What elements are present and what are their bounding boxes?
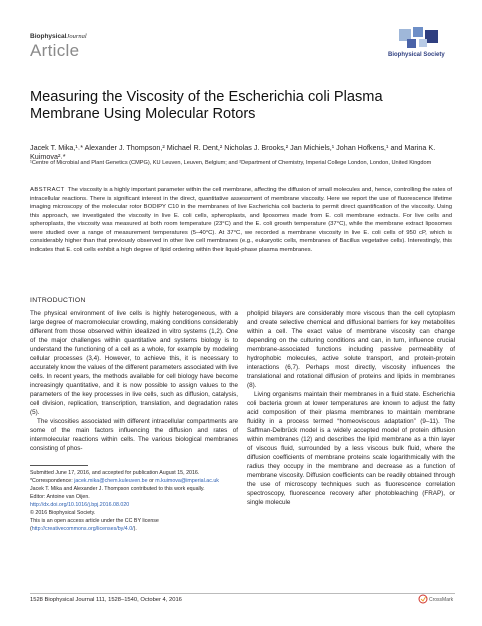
society-logo-icon — [393, 27, 445, 55]
paragraph: pholipid bilayers are considerably more viscous than the cell cytoplasm and create selective chemical and diffusional barriers for key metabolites within a cell. The exact value of membrane viscosity can change depending on the culturing conditions and can, in turn, influence crucial membrane-associated functions including passive permeability of hydrophobic molecules, active solute transport, and protein-protein interactions (6,7). Perhaps most directly, viscosity influences the translational and rotational diffusion of proteins and lipids in membranes (8). — [247, 310, 455, 389]
journal-name — [30, 33, 87, 40]
article-title: Measuring the Viscosity of the Escherichia coli Plasma Membrane Using Molecular Rotors — [30, 89, 383, 122]
affiliations: ¹Centre of Microbial and Plant Genetics (CMPG), KU Leuven, Leuven, Belgium; and ²Department of Chemistry, Imperial College London, London, United Kingdom — [30, 160, 432, 166]
email-link-mika[interactable]: jacek.mika@chem.kuleuven.be — [74, 478, 148, 484]
article-label: Article — [30, 41, 80, 60]
crossmark-label: CrossMark — [429, 597, 454, 603]
paragraph: The viscosities associated with different intracellular compartments are some of the main factors influencing the diffusion and rates of intermolecular reactions within cells. The various biological membranes consisting of phos- — [30, 418, 238, 452]
journal-suffix: Journal — [66, 33, 87, 40]
email-link-kuimova[interactable]: m.kuimova@imperial.ac.uk — [155, 478, 219, 484]
correspondence-label: *Correspondence: — [30, 478, 73, 484]
doi-link[interactable]: http://dx.doi.org/10.1016/j.bpj.2016.08.020 — [30, 502, 130, 508]
section-heading-introduction: INTRODUCTION — [30, 297, 86, 304]
author-list: Jacek T. Mika,¹˒* Alexander J. Thompson,² Michael R. Dent,² Nicholas J. Brooks,² Jan Michiels,¹ Johan Hofkens,¹ and Marina K. Kuimova²˒* — [30, 143, 436, 161]
right-column — [247, 309, 455, 507]
correspondence — [30, 477, 238, 485]
journal-prefix: Biophysical — [30, 33, 67, 40]
license-close: ). — [133, 526, 137, 532]
license-note — [30, 517, 238, 533]
society-name: Biophysical Society — [388, 52, 445, 58]
editor-note: Editor: Antoine van Oijen. — [30, 494, 90, 500]
abstract-text: The viscosity is a highly important parameter within the cell membrane, affecting the diffusion of small molecules and, hence, controlling the rates of intracellular reactions. There is significant interest in the direct, quantitative assessment of membrane viscosity. Here we report the use of fluorescence lifetime imaging microscopy of the molecular rotor BODIPY C10 in the membranes of live Escherichia coli bacteria to permit direct quantification of the viscosity. Using this approach, we investigated the viscosity in live E. coli cells, spheroplasts, and liposomes made from E. coli membrane extracts. For live cells and spheroplasts, the viscosity was measured at both room temperature (23°C) and the E. coli growth temperature (37°C), while the membrane extract liposomes were studied over a range of measurement temperatures (5–40°C). At 37°C, we recorded a membrane viscosity in live E. coli cells of 950 cP, which is considerably higher than that previously observed in other live cell membranes (e.g., eukaryotic cells, membranes of Bacillus vegetative cells). Interestingly, this indicates that E. coli cells exhibit a high degree of lipid ordering within their liquid-phase plasma membranes. — [30, 187, 452, 253]
license-text: This is an open access article under the CC BY license ( — [30, 518, 159, 532]
license-link[interactable]: http://creativecommons.org/licenses/by/4.0/ — [31, 526, 134, 532]
contribution-note: Jacek T. Mika and Alexander J. Thompson contributed to this work equally. — [30, 486, 205, 492]
crossmark-icon[interactable] — [418, 594, 458, 604]
abstract — [30, 186, 452, 254]
footer-divider — [30, 593, 455, 594]
submission-dates: Submitted June 17, 2016, and accepted for publication August 15, 2016. — [30, 470, 200, 476]
copyright: © 2016 Biophysical Society. — [30, 510, 96, 516]
or-text: or — [149, 478, 154, 484]
page-footer: 1528 Biophysical Journal 111, 1528–1540, October 4, 2016 — [30, 597, 182, 603]
paragraph: Living organisms maintain their membranes in a fluid state. Escherichia coli bacteria grown at lower temperatures are known to adjust the fatty acid composition of their plasma membranes to maintain membrane fluidity in a process termed “homeoviscous adaptation” (9–11). The Saffman-Delbrück model is a widely accepted model of protein diffusion within membranes (12) and describes the lipid membrane as a thin layer of viscous fluid, surrounded by a less viscous bulk fluid, where the diffusion coefficients of membrane proteins scale logarithmically with the radius they occupy in the membrane and decrease as a function of membrane viscosity. Diffusion coefficients can be readily obtained through the use of microscopy techniques such as fluorescence correlation spectroscopy, fluorescence recovery after photobleaching (FRAP), or single molecule — [247, 391, 455, 506]
footnote-divider — [30, 465, 88, 466]
abstract-label: ABSTRACT — [30, 187, 65, 193]
paragraph: The physical environment of live cells is highly heterogeneous, with a large degree of macromolecular crowding, making conditions considerably different from those observed within idealized in vitro systems (1,2). One of the major challenges within quantitative and systems biology is to understand the functioning of a cell as a whole, for example by modeling cellular processes (3,4). However, to achieve this, it is necessary to accurately know the values of the different parameters associated with live cells. In recent years, the methods available for cell biology have become increasingly quantitative, and it is now possible to assign values to the parameters of the key processes in live cells, such as diffusion, catalysis, cell division, replication, transcription, translation, and degradation rates (5). — [30, 310, 238, 416]
left-column — [30, 309, 238, 453]
footnotes — [30, 469, 238, 533]
